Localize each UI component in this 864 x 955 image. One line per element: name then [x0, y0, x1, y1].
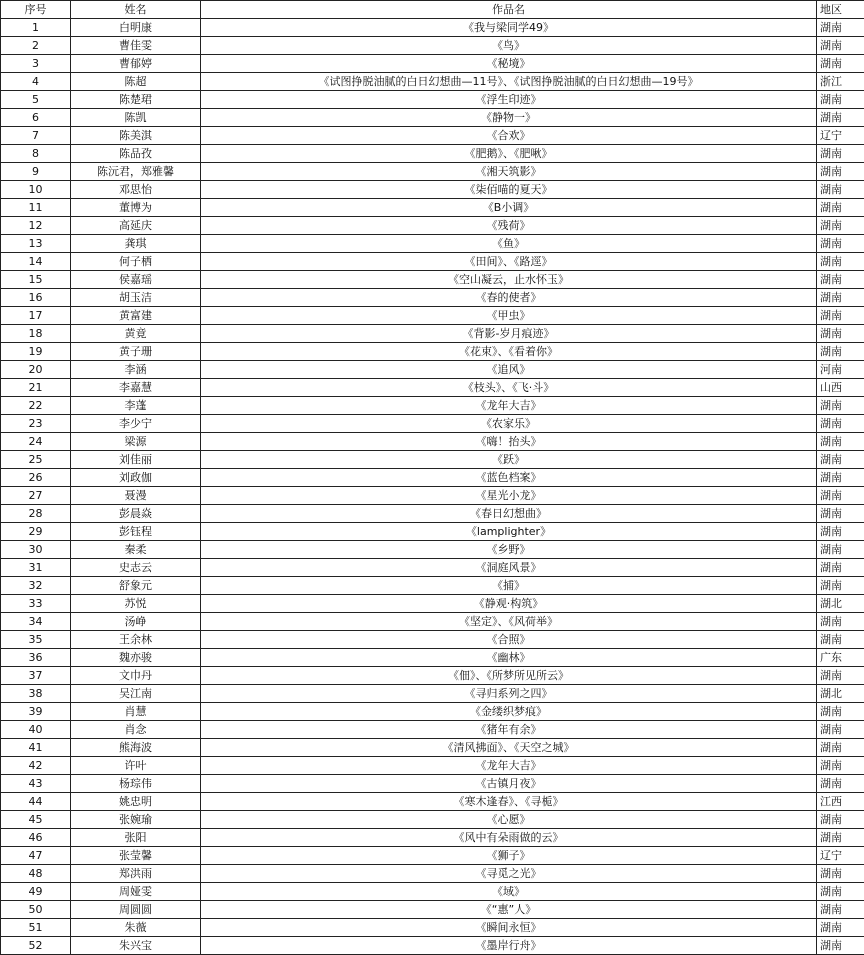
row-name: 朱兴宝	[71, 937, 201, 955]
table-header-row	[1, 1, 864, 19]
row-region: 河南	[817, 361, 864, 379]
row-region: 湖南	[817, 181, 864, 199]
table-row	[1, 91, 864, 109]
row-index: 10	[1, 181, 71, 199]
row-work: 《残荷》	[201, 217, 817, 235]
row-index: 16	[1, 289, 71, 307]
row-work: 《金缕织梦痕》	[201, 703, 817, 721]
row-index: 14	[1, 253, 71, 271]
row-index: 7	[1, 127, 71, 145]
row-region: 湖南	[817, 559, 864, 577]
row-work: 《合照》	[201, 631, 817, 649]
row-work: 《心愿》	[201, 811, 817, 829]
row-region: 湖南	[817, 667, 864, 685]
row-name: 熊海波	[71, 739, 201, 757]
row-work: 《狮子》	[201, 847, 817, 865]
table-row	[1, 829, 864, 847]
row-index: 52	[1, 937, 71, 955]
row-work: 《猪年有余》	[201, 721, 817, 739]
row-name: 杨琮伟	[71, 775, 201, 793]
row-name: 陈沅君，郑雅馨	[71, 163, 201, 181]
row-work: 《秘境》	[201, 55, 817, 73]
row-index: 51	[1, 919, 71, 937]
table-row	[1, 127, 864, 145]
table-row	[1, 37, 864, 55]
table-row	[1, 883, 864, 901]
row-name: 史志云	[71, 559, 201, 577]
row-name: 秦柔	[71, 541, 201, 559]
row-name: 陈超	[71, 73, 201, 91]
row-index: 49	[1, 883, 71, 901]
row-name: 郑洪雨	[71, 865, 201, 883]
row-work: 《瞬间永恒》	[201, 919, 817, 937]
row-region: 湖南	[817, 505, 864, 523]
row-region: 湖南	[817, 109, 864, 127]
row-work: 《田间》、《路逕》	[201, 253, 817, 271]
row-index: 24	[1, 433, 71, 451]
row-index: 6	[1, 109, 71, 127]
row-index: 2	[1, 37, 71, 55]
table-row	[1, 235, 864, 253]
row-index: 25	[1, 451, 71, 469]
row-work: 《鸟》	[201, 37, 817, 55]
row-index: 27	[1, 487, 71, 505]
row-name: 刘佳丽	[71, 451, 201, 469]
table-row	[1, 55, 864, 73]
row-work: 《农家乐》	[201, 415, 817, 433]
table-row	[1, 667, 864, 685]
table-row	[1, 559, 864, 577]
table-row	[1, 847, 864, 865]
row-work: 《洞庭风景》	[201, 559, 817, 577]
row-work: 《静物一》	[201, 109, 817, 127]
table-row	[1, 73, 864, 91]
row-name: 张婉瑜	[71, 811, 201, 829]
row-index: 48	[1, 865, 71, 883]
row-region: 湖南	[817, 55, 864, 73]
row-work: 《浮生印迹》	[201, 91, 817, 109]
table-row	[1, 271, 864, 289]
row-region: 湖南	[817, 325, 864, 343]
row-name: 陈凯	[71, 109, 201, 127]
table-row	[1, 451, 864, 469]
row-work: 《寻觅之光》	[201, 865, 817, 883]
table-row	[1, 379, 864, 397]
row-name: 周圆圆	[71, 901, 201, 919]
row-index: 32	[1, 577, 71, 595]
row-name: 侯嘉瑶	[71, 271, 201, 289]
row-region: 湖南	[817, 541, 864, 559]
row-index: 18	[1, 325, 71, 343]
row-region: 湖南	[817, 487, 864, 505]
row-index: 26	[1, 469, 71, 487]
row-index: 37	[1, 667, 71, 685]
row-index: 38	[1, 685, 71, 703]
row-region: 湖南	[817, 829, 864, 847]
row-work: 《鱼》	[201, 235, 817, 253]
row-name: 胡玉洁	[71, 289, 201, 307]
header-region: 地区	[817, 1, 864, 19]
row-name: 吴江南	[71, 685, 201, 703]
row-index: 35	[1, 631, 71, 649]
row-work: 《春日幻想曲》	[201, 505, 817, 523]
row-name: 文巾丹	[71, 667, 201, 685]
row-work: 《墨岸行舟》	[201, 937, 817, 955]
row-work: 《“惠”人》	[201, 901, 817, 919]
row-work: 《lamplighter》	[201, 523, 817, 541]
table-row	[1, 109, 864, 127]
row-region: 湖南	[817, 721, 864, 739]
table-row	[1, 703, 864, 721]
row-work: 《蓝色档案》	[201, 469, 817, 487]
row-region: 湖南	[817, 307, 864, 325]
row-work: 《寻归系列之四》	[201, 685, 817, 703]
row-work: 《静观·构筑》	[201, 595, 817, 613]
row-index: 44	[1, 793, 71, 811]
row-work: 《佃》、《所梦所见所云》	[201, 667, 817, 685]
row-work: 《风中有朵雨做的云》	[201, 829, 817, 847]
row-region: 湖南	[817, 739, 864, 757]
row-work: 《春的使者》	[201, 289, 817, 307]
row-index: 19	[1, 343, 71, 361]
row-name: 魏亦骏	[71, 649, 201, 667]
row-index: 1	[1, 19, 71, 37]
row-name: 汤峥	[71, 613, 201, 631]
row-name: 彭钰程	[71, 523, 201, 541]
row-work: 《追风》	[201, 361, 817, 379]
row-region: 浙江	[817, 73, 864, 91]
row-index: 11	[1, 199, 71, 217]
row-name: 朱薇	[71, 919, 201, 937]
row-work: 《B小调》	[201, 199, 817, 217]
row-name: 曹郁婷	[71, 55, 201, 73]
row-index: 22	[1, 397, 71, 415]
row-work: 《跃》	[201, 451, 817, 469]
row-region: 山西	[817, 379, 864, 397]
row-region: 江西	[817, 793, 864, 811]
row-region: 湖南	[817, 631, 864, 649]
header-name: 姓名	[71, 1, 201, 19]
row-region: 湖南	[817, 145, 864, 163]
row-name: 董博为	[71, 199, 201, 217]
table-row	[1, 307, 864, 325]
table-row	[1, 469, 864, 487]
table-row	[1, 631, 864, 649]
row-work: 《花束》、《看着你》	[201, 343, 817, 361]
row-index: 5	[1, 91, 71, 109]
row-region: 湖南	[817, 469, 864, 487]
table-row	[1, 253, 864, 271]
table-row	[1, 199, 864, 217]
row-work: 《我与梁同学49》	[201, 19, 817, 37]
row-region: 湖南	[817, 919, 864, 937]
row-index: 9	[1, 163, 71, 181]
table-row	[1, 739, 864, 757]
row-work: 《龙年大吉》	[201, 397, 817, 415]
row-work: 《坚定》、《风荷举》	[201, 613, 817, 631]
table-row	[1, 811, 864, 829]
row-index: 23	[1, 415, 71, 433]
table-row	[1, 289, 864, 307]
row-name: 李少宁	[71, 415, 201, 433]
row-name: 黄富建	[71, 307, 201, 325]
row-region: 湖南	[817, 451, 864, 469]
row-name: 何子栖	[71, 253, 201, 271]
row-region: 湖南	[817, 523, 864, 541]
row-work: 《捕》	[201, 577, 817, 595]
row-region: 湖南	[817, 757, 864, 775]
row-name: 陈美淇	[71, 127, 201, 145]
row-region: 湖南	[817, 217, 864, 235]
row-work: 《星光小龙》	[201, 487, 817, 505]
row-name: 李蓬	[71, 397, 201, 415]
row-name: 张阳	[71, 829, 201, 847]
row-name: 张莹馨	[71, 847, 201, 865]
table-row	[1, 433, 864, 451]
row-region: 湖南	[817, 613, 864, 631]
row-work: 《柒佰喵的夏天》	[201, 181, 817, 199]
row-region: 湖南	[817, 235, 864, 253]
row-name: 舒象元	[71, 577, 201, 595]
table-row	[1, 577, 864, 595]
table-row	[1, 523, 864, 541]
row-region: 湖南	[817, 901, 864, 919]
table-row	[1, 757, 864, 775]
row-region: 湖南	[817, 163, 864, 181]
row-index: 40	[1, 721, 71, 739]
row-name: 李嘉慧	[71, 379, 201, 397]
row-region: 湖南	[817, 397, 864, 415]
row-index: 39	[1, 703, 71, 721]
row-region: 湖南	[817, 577, 864, 595]
table-row	[1, 181, 864, 199]
table-row	[1, 397, 864, 415]
row-name: 白明康	[71, 19, 201, 37]
table-row	[1, 649, 864, 667]
row-name: 梁源	[71, 433, 201, 451]
row-index: 46	[1, 829, 71, 847]
row-name: 刘政伽	[71, 469, 201, 487]
row-index: 4	[1, 73, 71, 91]
row-index: 12	[1, 217, 71, 235]
row-region: 湖南	[817, 433, 864, 451]
row-work: 《幽林》	[201, 649, 817, 667]
row-name: 李涵	[71, 361, 201, 379]
row-index: 41	[1, 739, 71, 757]
row-region: 湖南	[817, 865, 864, 883]
row-region: 湖南	[817, 37, 864, 55]
table-row	[1, 775, 864, 793]
row-work: 《肥鹅》、《肥啾》	[201, 145, 817, 163]
row-region: 湖南	[817, 703, 864, 721]
table-row	[1, 217, 864, 235]
row-region: 湖南	[817, 19, 864, 37]
row-name: 黄子珊	[71, 343, 201, 361]
row-work: 《龙年大吉》	[201, 757, 817, 775]
table-row	[1, 361, 864, 379]
row-name: 肖念	[71, 721, 201, 739]
row-name: 许叶	[71, 757, 201, 775]
row-index: 3	[1, 55, 71, 73]
table-row	[1, 595, 864, 613]
row-name: 聂漫	[71, 487, 201, 505]
table-body	[1, 19, 864, 955]
table-row	[1, 343, 864, 361]
table-row	[1, 865, 864, 883]
row-name: 曹佳雯	[71, 37, 201, 55]
row-work: 《试图挣脱油腻的白日幻想曲—11号》、《试图挣脱油腻的白日幻想曲—19号》	[201, 73, 817, 91]
table-row	[1, 901, 864, 919]
table-row	[1, 325, 864, 343]
row-work: 《古镇月夜》	[201, 775, 817, 793]
row-index: 15	[1, 271, 71, 289]
row-index: 30	[1, 541, 71, 559]
row-region: 湖南	[817, 199, 864, 217]
table-row	[1, 145, 864, 163]
row-region: 湖南	[817, 775, 864, 793]
row-name: 周娅雯	[71, 883, 201, 901]
row-work: 《乡野》	[201, 541, 817, 559]
row-index: 21	[1, 379, 71, 397]
row-region: 湖南	[817, 811, 864, 829]
row-index: 34	[1, 613, 71, 631]
row-work: 《背影-岁月痕迹》	[201, 325, 817, 343]
header-index: 序号	[1, 1, 71, 19]
row-name: 黄竟	[71, 325, 201, 343]
row-region: 湖南	[817, 271, 864, 289]
row-work: 《寒木逢春》、《寻栀》	[201, 793, 817, 811]
header-work: 作品名	[201, 1, 817, 19]
row-work: 《枝头》、《飞·斗》	[201, 379, 817, 397]
table-row	[1, 919, 864, 937]
row-work: 《清风拂面》、《天空之城》	[201, 739, 817, 757]
row-name: 高延庆	[71, 217, 201, 235]
table-row	[1, 415, 864, 433]
table-row	[1, 163, 864, 181]
row-region: 湖北	[817, 685, 864, 703]
row-name: 王余林	[71, 631, 201, 649]
row-name: 陈品孜	[71, 145, 201, 163]
row-region: 湖南	[817, 415, 864, 433]
row-index: 47	[1, 847, 71, 865]
row-index: 13	[1, 235, 71, 253]
row-region: 广东	[817, 649, 864, 667]
row-work: 《湘天筑影》	[201, 163, 817, 181]
row-work: 《甲虫》	[201, 307, 817, 325]
table-row	[1, 541, 864, 559]
row-name: 彭晨焱	[71, 505, 201, 523]
row-index: 17	[1, 307, 71, 325]
row-name: 苏悦	[71, 595, 201, 613]
row-index: 31	[1, 559, 71, 577]
row-name: 陈楚珺	[71, 91, 201, 109]
row-region: 辽宁	[817, 127, 864, 145]
row-name: 邓思怡	[71, 181, 201, 199]
row-work: 《嗨！抬头》	[201, 433, 817, 451]
table-row	[1, 487, 864, 505]
table-row	[1, 613, 864, 631]
row-region: 湖北	[817, 595, 864, 613]
table-row	[1, 793, 864, 811]
row-index: 36	[1, 649, 71, 667]
row-region: 湖南	[817, 937, 864, 955]
row-name: 肖慧	[71, 703, 201, 721]
row-index: 50	[1, 901, 71, 919]
table-row	[1, 505, 864, 523]
row-work: 《空山凝云，止水怀玉》	[201, 271, 817, 289]
row-index: 42	[1, 757, 71, 775]
row-work: 《合欢》	[201, 127, 817, 145]
row-index: 8	[1, 145, 71, 163]
table-row	[1, 19, 864, 37]
row-region: 湖南	[817, 91, 864, 109]
row-index: 20	[1, 361, 71, 379]
row-region: 湖南	[817, 343, 864, 361]
row-region: 湖南	[817, 883, 864, 901]
row-work: 《域》	[201, 883, 817, 901]
row-index: 45	[1, 811, 71, 829]
row-name: 龚琪	[71, 235, 201, 253]
row-region: 湖南	[817, 289, 864, 307]
row-region: 辽宁	[817, 847, 864, 865]
row-index: 43	[1, 775, 71, 793]
row-index: 33	[1, 595, 71, 613]
row-index: 29	[1, 523, 71, 541]
table-row	[1, 721, 864, 739]
row-region: 湖南	[817, 253, 864, 271]
table-row	[1, 685, 864, 703]
row-index: 28	[1, 505, 71, 523]
row-name: 姚忠明	[71, 793, 201, 811]
